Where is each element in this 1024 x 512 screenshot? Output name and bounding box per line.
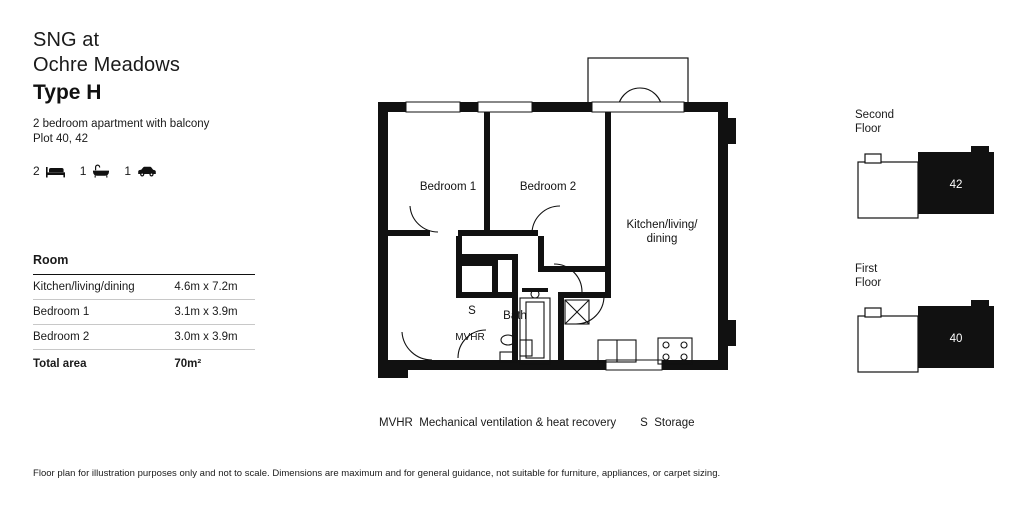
kitchen-fixtures xyxy=(565,300,692,364)
keyplan-first-svg xyxy=(855,298,995,378)
room-dimensions-table xyxy=(33,253,255,376)
spec-bathrooms xyxy=(80,164,111,178)
room-name: Bedroom 2 xyxy=(33,325,156,350)
development-name-line1: SNG at xyxy=(33,29,100,51)
keyplan-first-floor xyxy=(855,262,1005,378)
parking-count: 1 xyxy=(124,164,132,178)
plot-numbers: Plot 40, 42 xyxy=(33,133,88,145)
property-subtitle: 2 bedroom apartment with balcony xyxy=(33,118,210,130)
label-bedroom2: Bedroom 2 xyxy=(519,181,577,193)
room-name: Kitchen/living/dining xyxy=(33,275,156,300)
legend-storage xyxy=(640,417,694,429)
spec-icon-row xyxy=(33,161,293,181)
bedroom-count: 2 xyxy=(33,164,40,178)
legend-storage-text: Storage xyxy=(654,417,695,429)
total-area-value: 70m² xyxy=(174,358,202,370)
bed-icon xyxy=(46,165,66,178)
bathroom-fixtures xyxy=(500,288,550,364)
table-row xyxy=(33,275,255,300)
car-icon xyxy=(137,165,157,177)
label-bath: Bath xyxy=(503,310,527,322)
keyplan-first-label xyxy=(855,262,1005,290)
floor-plan-svg xyxy=(360,40,760,390)
plan-legend xyxy=(379,417,695,429)
disclaimer-text: Floor plan for illustration purposes only and not to scale. Dimensions are maximum and for general guidance, not suitable for furniture, appliances, or carpet sizing. xyxy=(33,468,721,479)
spec-parking xyxy=(124,164,157,178)
label-kitchen-line1: Kitchen/living/ xyxy=(626,219,698,231)
keyplan-first-plot: 40 xyxy=(949,333,963,345)
development-name-line2: Ochre Meadows xyxy=(33,54,180,76)
table-header-row xyxy=(33,253,255,275)
legend-mvhr-text: Mechanical ventilation & heat recovery xyxy=(419,417,617,429)
keyplan-second-plot: 42 xyxy=(949,179,963,191)
label-mvhr: MVHR xyxy=(455,332,485,343)
keyplan-first-label-line2: Floor xyxy=(855,277,882,289)
interior-walls xyxy=(378,112,611,370)
total-area-label: Total area xyxy=(33,358,87,370)
keyplan-second-label-line1: Second xyxy=(855,109,895,121)
room-name: Bedroom 1 xyxy=(33,300,156,325)
info-panel xyxy=(33,28,293,181)
legend-mvhr xyxy=(379,417,616,429)
page-title: Type H xyxy=(33,81,102,104)
bath-icon xyxy=(92,164,110,178)
keyplan-first-label-line1: First xyxy=(855,263,878,275)
bathroom-count: 1 xyxy=(79,164,87,178)
table-row xyxy=(33,325,255,350)
keyplan-second-floor xyxy=(855,108,1005,224)
label-kitchen-line2: dining xyxy=(646,233,678,245)
table-row xyxy=(33,300,255,325)
development-name xyxy=(33,28,293,78)
table-row-total xyxy=(33,350,255,377)
table-header-room: Room xyxy=(33,253,255,275)
legend-mvhr-abbr: MVHR xyxy=(379,417,413,429)
keyplan-second-label-line2: Floor xyxy=(855,123,882,135)
keyplan-second-svg xyxy=(855,144,995,224)
room-dimensions: 3.0m x 3.9m xyxy=(156,325,255,350)
spec-bedrooms xyxy=(33,164,66,178)
label-storage: S xyxy=(468,305,476,317)
keyplan-second-label xyxy=(855,108,1005,136)
room-dimensions: 3.1m x 3.9m xyxy=(156,300,255,325)
floor-plan xyxy=(360,40,760,390)
windows xyxy=(378,102,736,378)
room-dimensions: 4.6m x 7.2m xyxy=(156,275,255,300)
label-bedroom1: Bedroom 1 xyxy=(419,181,477,193)
legend-storage-abbr: S xyxy=(640,417,648,429)
